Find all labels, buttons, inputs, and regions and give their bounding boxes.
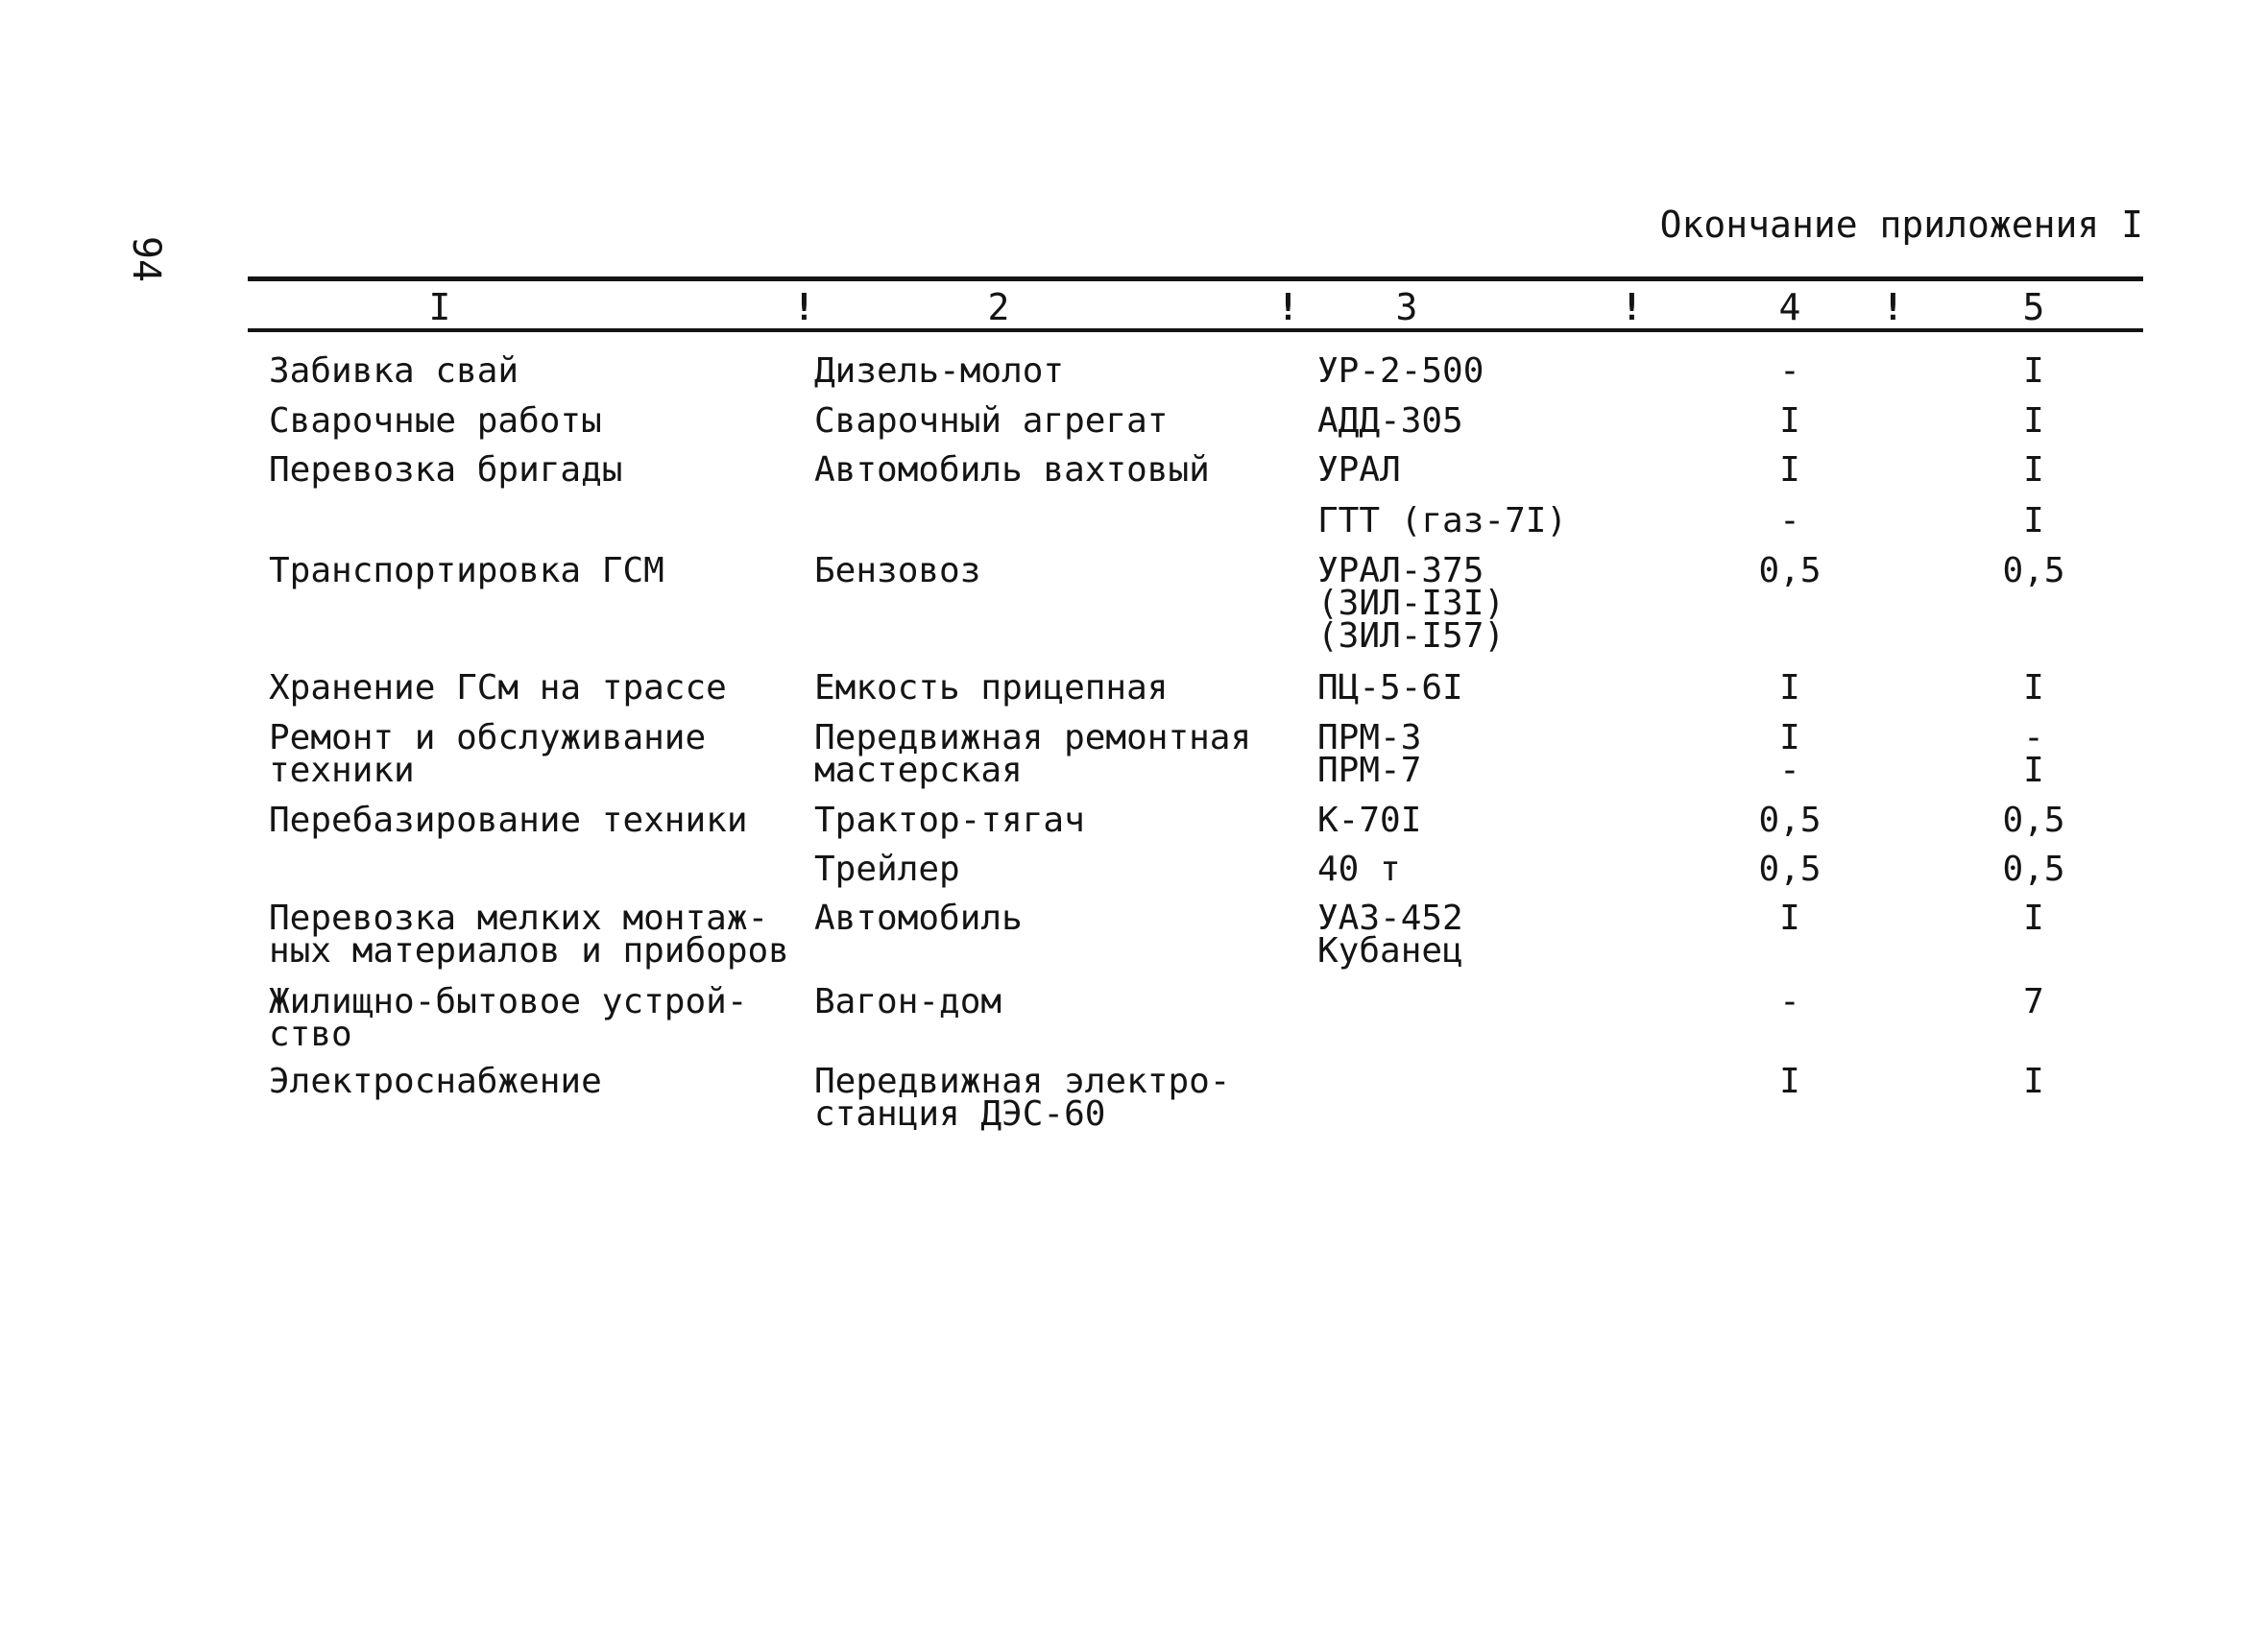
qty5-cell: 0,5 <box>2002 850 2065 889</box>
work-cell: Транспортировка ГСМ <box>269 551 664 590</box>
table-row <box>0 668 2268 722</box>
qty5-cell: I <box>2023 401 2044 441</box>
column-header-5: 5 <box>2022 286 2045 328</box>
qty5-cell: I <box>2023 1062 2044 1101</box>
work-cell: Жилищно-бытовое устрой- ство <box>269 982 748 1054</box>
column-separator-3: ! <box>1621 286 1643 328</box>
model-cell: ГТТ (газ-7I) <box>1317 501 1568 540</box>
appendix-title: Окончание приложения I <box>1659 204 2143 246</box>
qty4-cell: I <box>1779 668 1800 708</box>
work-cell: Хранение ГСм на трассе <box>269 668 727 708</box>
work-cell: Электроснабжение <box>269 1062 602 1101</box>
qty5-cell: I <box>2023 668 2044 708</box>
work-cell: Ремонт и обслуживание техники <box>269 718 707 790</box>
table-row <box>0 718 2268 804</box>
qty4-cell: I <box>1779 899 1800 938</box>
table-row <box>0 801 2268 853</box>
equipment-cell: Передвижная электро- станция ДЭС-60 <box>814 1062 1231 1134</box>
equipment-cell: Емкость прицепная <box>814 668 1169 708</box>
model-cell: ПЦ-5-6I <box>1317 668 1463 708</box>
qty4-cell: 0,5 <box>1758 551 1822 590</box>
table-top-rule <box>248 276 2143 281</box>
qty5-cell: I <box>2023 899 2044 938</box>
model-cell: АДД-305 <box>1317 401 1463 441</box>
equipment-cell: Бензовоз <box>814 551 981 590</box>
work-cell: Перевозка мелких монтаж- ных материалов и приборов <box>269 899 789 971</box>
model-cell: К-70I <box>1317 801 1422 840</box>
table-row <box>0 351 2268 405</box>
model-cell: УР-2-500 <box>1317 351 1484 391</box>
qty5-cell: I <box>2023 450 2044 490</box>
qty4-cell: I <box>1779 401 1800 441</box>
qty5-cell: I <box>2023 351 2044 391</box>
work-cell: Забивка свай <box>269 351 519 391</box>
table-row <box>0 899 2268 986</box>
equipment-cell: Вагон-дом <box>814 982 1002 1021</box>
column-header-2: 2 <box>987 286 1010 328</box>
table-row <box>0 501 2268 555</box>
model-cell: 40 т <box>1317 850 1401 889</box>
qty5-cell: I <box>2023 501 2044 540</box>
qty5-cell: - I <box>2023 718 2044 790</box>
work-cell: Перебазирование техники <box>269 801 748 840</box>
equipment-cell: Трейлер <box>814 850 960 889</box>
equipment-cell: Автомобиль <box>814 899 1023 938</box>
table-row <box>0 982 2268 1066</box>
model-cell: УРАЛ <box>1317 450 1401 490</box>
qty4-cell: 0,5 <box>1758 850 1822 889</box>
qty4-cell: - <box>1779 982 1800 1021</box>
qty5-cell: 0,5 <box>2002 801 2065 840</box>
qty4-cell: - <box>1779 351 1800 391</box>
table-row <box>0 1062 2268 1142</box>
column-separator-1: ! <box>793 286 815 328</box>
work-cell: Сварочные работы <box>269 401 602 441</box>
equipment-cell: Передвижная ремонтная мастерская <box>814 718 1252 790</box>
equipment-cell: Сварочный агрегат <box>814 401 1169 441</box>
qty4-cell: 0,5 <box>1758 801 1822 840</box>
table-row <box>0 401 2268 454</box>
table-row <box>0 450 2268 505</box>
qty4-cell: I <box>1779 1062 1800 1101</box>
qty5-cell: 7 <box>2023 982 2044 1021</box>
column-separator-2: ! <box>1277 286 1299 328</box>
column-header-4: 4 <box>1778 286 1801 328</box>
equipment-cell: Трактор-тягач <box>814 801 1085 840</box>
qty5-cell: 0,5 <box>2002 551 2065 590</box>
table-body <box>0 351 2268 1142</box>
column-separator-4: ! <box>1882 286 1904 328</box>
model-cell: УРАЛ-375 (ЗИЛ-I3I) (ЗИЛ-I57) <box>1317 551 1506 656</box>
model-cell: ПРМ-3 ПРМ-7 <box>1317 718 1422 790</box>
table-row <box>0 551 2268 672</box>
qty4-cell: I - <box>1779 718 1800 790</box>
table-header-rule <box>248 328 2143 332</box>
column-header-3: 3 <box>1395 286 1418 328</box>
work-cell: Перевозка бригады <box>269 450 623 490</box>
model-cell: УАЗ-452 Кубанец <box>1317 899 1463 971</box>
qty4-cell: I <box>1779 450 1800 490</box>
qty4-cell: - <box>1779 501 1800 540</box>
column-header-1: I <box>428 286 451 328</box>
equipment-cell: Автомобиль вахтовый <box>814 450 1210 490</box>
table-row <box>0 850 2268 902</box>
equipment-cell: Дизель-молот <box>814 351 1065 391</box>
page-number: 94 <box>124 235 168 283</box>
